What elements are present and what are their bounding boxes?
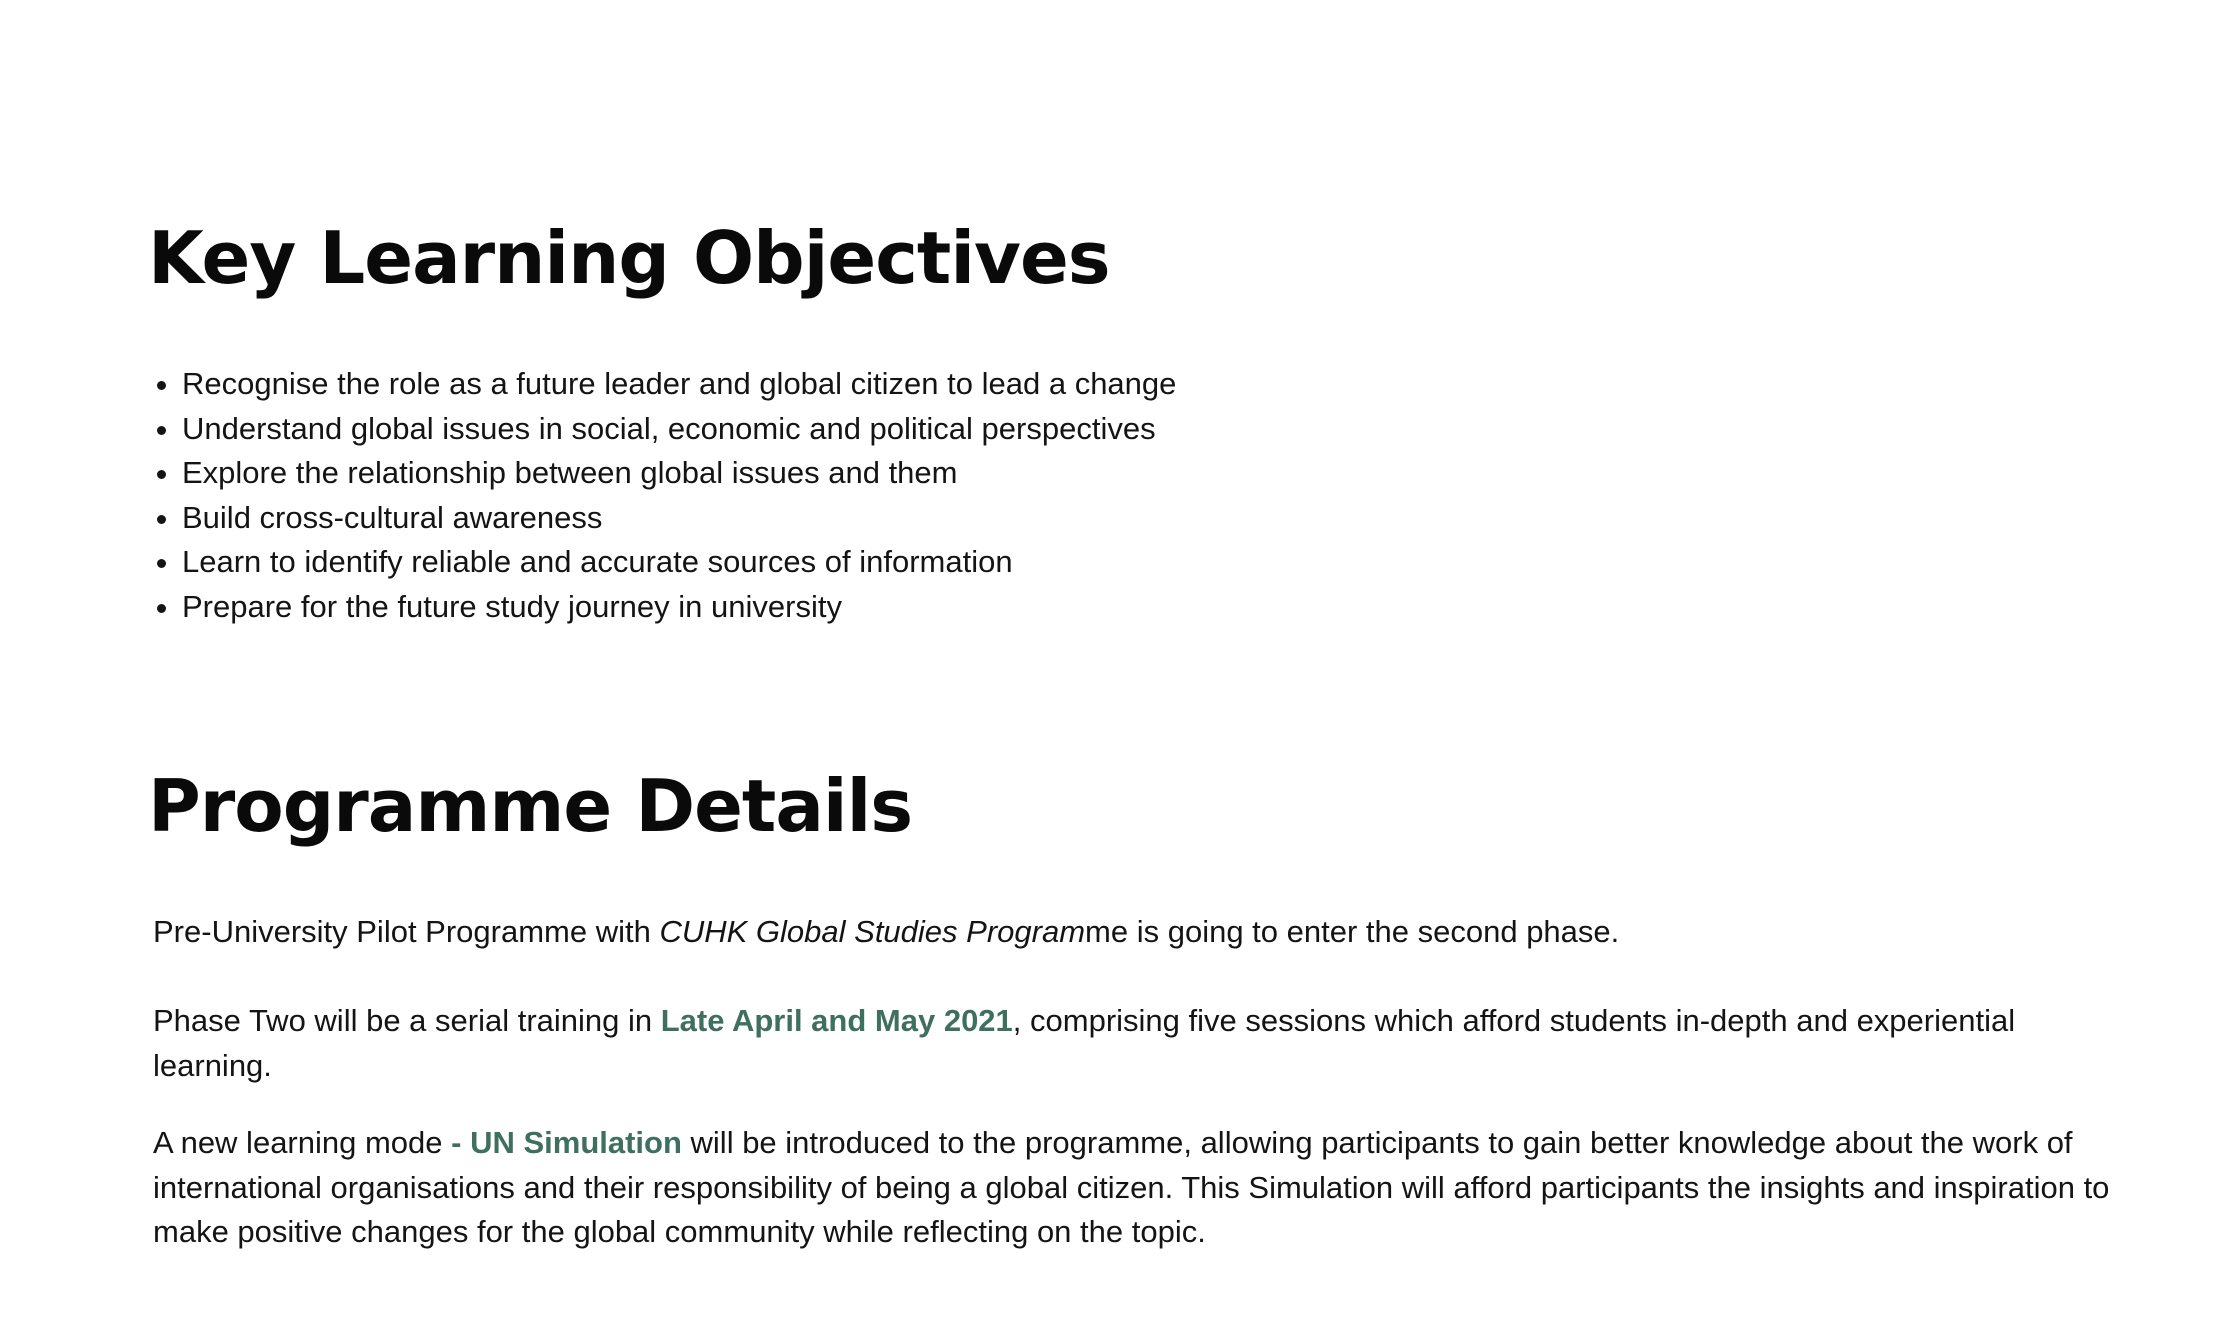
- heading-prefix: Key Learning: [148, 216, 693, 300]
- un-simulation-paragraph: [153, 1121, 2143, 1255]
- list-item: • Recognise the role as a future leader and global citizen to lead a change: [182, 362, 1176, 407]
- phase-two-paragraph: [153, 999, 2053, 1088]
- heading-highlight: [635, 764, 913, 848]
- heading-highlight: [692, 216, 1110, 300]
- heading-highlight-text: Details: [635, 764, 913, 848]
- intro-paragraph: [153, 910, 2103, 955]
- phase-two-dates: Late April and May 2021: [660, 1003, 1013, 1038]
- intro-text: Pre-University Pilot Programme with: [153, 914, 660, 949]
- list-item: • Build cross-cultural awareness: [182, 496, 1176, 541]
- un-simulation-text: A new learning mode: [153, 1125, 452, 1160]
- programme-name: CUHK Global Studies Program: [659, 914, 1086, 949]
- phase-two-text-end: , comprising five sessions which afford students in-depth and experiential learning.: [153, 1003, 2016, 1083]
- un-simulation-text-end: will be introduced to the programme, allowing participants to gain better knowledge about the work of international organisations and their responsibility of being a global citizen. This Simulation will afford participants the insights and inspiration to make positive changes for the global community while reflecting on the topic.: [153, 1125, 2110, 1249]
- key-learning-objectives-heading: [148, 216, 1110, 300]
- heading-prefix: Programme: [148, 764, 636, 848]
- programme-details-heading: [148, 764, 913, 848]
- objectives-list: [150, 362, 1176, 629]
- list-item: • Explore the relationship between global issues and them: [182, 451, 1176, 496]
- list-item: • Understand global issues in social, economic and political perspectives: [182, 407, 1176, 452]
- un-simulation-label: - UN Simulation: [451, 1125, 682, 1160]
- list-item: • Prepare for the future study journey in university: [182, 585, 1176, 630]
- phase-two-text: Phase Two will be a serial training in: [153, 1003, 661, 1038]
- intro-text-end: me is going to enter the second phase.: [1085, 914, 1620, 949]
- list-item: • Learn to identify reliable and accurate sources of information: [182, 540, 1176, 585]
- heading-highlight-text: Objectives: [692, 216, 1110, 300]
